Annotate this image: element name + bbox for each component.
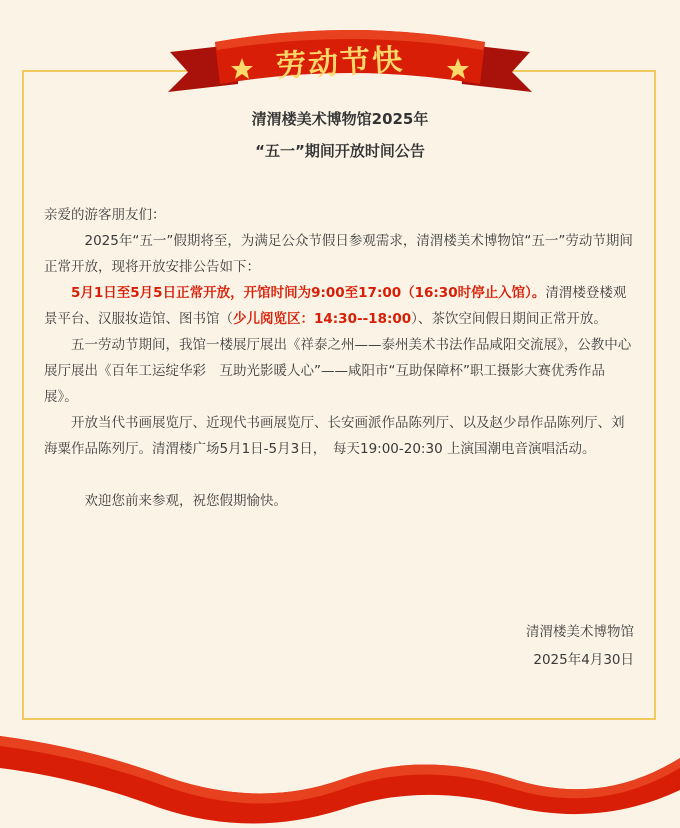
paragraph-galleries: 开放当代书画展览厅、近现代书画展览厅、长安画派作品陈列厅、以及赵少昂作品陈列厅、刘海粟作品陈列厅。清渭楼广场5月1日-5月3日， 每天19:00-20:30 上演国潮电音演唱活动。 <box>44 415 625 457</box>
banner-title: 劳动节快 <box>275 42 406 85</box>
paragraph-hours-text-end: ）、茶饮空间假日期间正常开放。 <box>411 311 607 327</box>
paragraph-hours <box>44 280 636 332</box>
closing-line: 欢迎您前来参观，祝您假期愉快。 <box>84 493 287 509</box>
greeting: 亲爱的游客朋友们： <box>44 207 166 223</box>
paragraph-hours-text: 清渭楼登楼观景平台、汉服妆造馆、图书馆（ <box>44 285 627 327</box>
announcement-body <box>44 202 636 514</box>
opening-hours-highlight: 5月1日至5月5日正常开放，开馆时间为9:00至17:00（16:30时停止入馆）。 <box>71 285 546 301</box>
paragraph-exhibitions: 五一劳动节期间，我馆一楼展厅展出《祥泰之州——泰州美术书法作品咸阳交流展》，公教中心展厅展出《百年工运绽华彩 互助光影暖人心”——咸阳市“互助保障杯”职工摄影大赛优秀作品展》。 <box>44 337 632 405</box>
page-title-line2: “五一”期间开放时间公告 <box>255 142 425 160</box>
bottom-ribbon <box>0 728 680 828</box>
page-title-line1: 清渭楼美术博物馆2025年 <box>251 110 429 128</box>
paragraph-intro: 2025年“五一”假期将至，为满足公众节假日参观需求，清渭楼美术博物馆“五一”劳动节期间正常开放，现将开放安排公告如下： <box>44 233 633 275</box>
signature-org: 清渭楼美术博物馆 <box>526 624 634 640</box>
signature-date: 2025年4月30日 <box>533 652 634 668</box>
children-reading-hours: 少儿阅览区：14:30--18:00 <box>233 311 412 327</box>
